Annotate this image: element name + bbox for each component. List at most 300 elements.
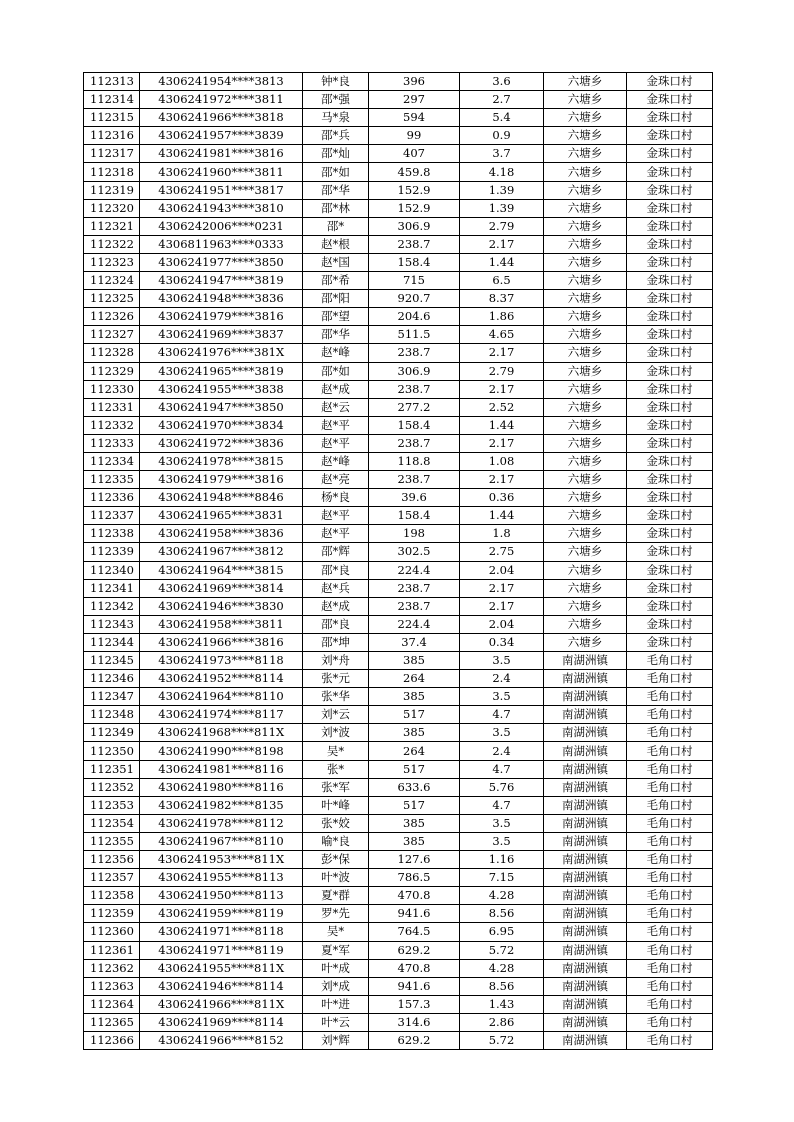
name-cell: 赵*成 xyxy=(303,597,369,615)
township-cell: 南湖洲镇 xyxy=(544,796,627,814)
table-row xyxy=(84,941,713,959)
serial-no-cell: 112329 xyxy=(84,362,140,380)
township-cell: 六塘乡 xyxy=(544,471,627,489)
village-cell: 毛角口村 xyxy=(627,905,713,923)
serial-no-cell: 112361 xyxy=(84,941,140,959)
table-row xyxy=(84,489,713,507)
village-cell: 毛角口村 xyxy=(627,778,713,796)
table-row xyxy=(84,579,713,597)
amount-cell: 594 xyxy=(369,109,460,127)
table-row xyxy=(84,760,713,778)
township-cell: 南湖洲镇 xyxy=(544,652,627,670)
amount-cell: 152.9 xyxy=(369,199,460,217)
table-row xyxy=(84,507,713,525)
value-cell: 5.72 xyxy=(460,1031,544,1049)
amount-cell: 157.3 xyxy=(369,995,460,1013)
township-cell: 六塘乡 xyxy=(544,380,627,398)
serial-no-cell: 112333 xyxy=(84,434,140,452)
id-number-cell: 4306811963****0333 xyxy=(140,235,303,253)
table-row xyxy=(84,633,713,651)
village-cell: 金珠口村 xyxy=(627,181,713,199)
serial-no-cell: 112363 xyxy=(84,977,140,995)
township-cell: 南湖洲镇 xyxy=(544,670,627,688)
name-cell: 邵*坤 xyxy=(303,633,369,651)
name-cell: 叶*成 xyxy=(303,959,369,977)
id-number-cell: 4306241967****3812 xyxy=(140,543,303,561)
township-cell: 南湖洲镇 xyxy=(544,941,627,959)
township-cell: 六塘乡 xyxy=(544,597,627,615)
value-cell: 5.72 xyxy=(460,941,544,959)
amount-cell: 158.4 xyxy=(369,416,460,434)
amount-cell: 277.2 xyxy=(369,398,460,416)
township-cell: 六塘乡 xyxy=(544,561,627,579)
table-row xyxy=(84,724,713,742)
name-cell: 赵*峰 xyxy=(303,452,369,470)
table-row xyxy=(84,217,713,235)
serial-no-cell: 112331 xyxy=(84,398,140,416)
id-number-cell: 4306241955****811X xyxy=(140,959,303,977)
serial-no-cell: 112365 xyxy=(84,1013,140,1031)
amount-cell: 941.6 xyxy=(369,905,460,923)
village-cell: 金珠口村 xyxy=(627,290,713,308)
serial-no-cell: 112338 xyxy=(84,525,140,543)
village-cell: 金珠口村 xyxy=(627,91,713,109)
name-cell: 张* xyxy=(303,760,369,778)
id-number-cell: 4306241972****3836 xyxy=(140,434,303,452)
id-number-cell: 4306241981****8116 xyxy=(140,760,303,778)
table-row xyxy=(84,308,713,326)
name-cell: 邵*灿 xyxy=(303,145,369,163)
table-row xyxy=(84,362,713,380)
amount-cell: 198 xyxy=(369,525,460,543)
value-cell: 1.44 xyxy=(460,507,544,525)
village-cell: 金珠口村 xyxy=(627,452,713,470)
amount-cell: 306.9 xyxy=(369,362,460,380)
serial-no-cell: 112346 xyxy=(84,670,140,688)
table-row xyxy=(84,380,713,398)
name-cell: 彭*保 xyxy=(303,851,369,869)
name-cell: 赵*平 xyxy=(303,525,369,543)
serial-no-cell: 112332 xyxy=(84,416,140,434)
village-cell: 金珠口村 xyxy=(627,380,713,398)
value-cell: 1.44 xyxy=(460,416,544,434)
amount-cell: 264 xyxy=(369,670,460,688)
table-row xyxy=(84,290,713,308)
village-cell: 毛角口村 xyxy=(627,923,713,941)
value-cell: 2.17 xyxy=(460,434,544,452)
township-cell: 南湖洲镇 xyxy=(544,1031,627,1049)
township-cell: 六塘乡 xyxy=(544,579,627,597)
id-number-cell: 4306241979****3816 xyxy=(140,471,303,489)
township-cell: 南湖洲镇 xyxy=(544,923,627,941)
village-cell: 金珠口村 xyxy=(627,362,713,380)
township-cell: 南湖洲镇 xyxy=(544,887,627,905)
id-number-cell: 4306241958****3811 xyxy=(140,615,303,633)
village-cell: 金珠口村 xyxy=(627,344,713,362)
name-cell: 邵*强 xyxy=(303,91,369,109)
serial-no-cell: 112339 xyxy=(84,543,140,561)
amount-cell: 786.5 xyxy=(369,869,460,887)
serial-no-cell: 112317 xyxy=(84,145,140,163)
value-cell: 2.79 xyxy=(460,217,544,235)
village-cell: 金珠口村 xyxy=(627,308,713,326)
serial-no-cell: 112334 xyxy=(84,452,140,470)
name-cell: 邵*如 xyxy=(303,163,369,181)
amount-cell: 238.7 xyxy=(369,597,460,615)
id-number-cell: 4306241969****3837 xyxy=(140,326,303,344)
amount-cell: 264 xyxy=(369,742,460,760)
name-cell: 张*华 xyxy=(303,688,369,706)
value-cell: 0.36 xyxy=(460,489,544,507)
serial-no-cell: 112325 xyxy=(84,290,140,308)
amount-cell: 396 xyxy=(369,73,460,91)
village-cell: 金珠口村 xyxy=(627,579,713,597)
value-cell: 4.7 xyxy=(460,760,544,778)
value-cell: 5.76 xyxy=(460,778,544,796)
name-cell: 叶*进 xyxy=(303,995,369,1013)
village-cell: 金珠口村 xyxy=(627,199,713,217)
serial-no-cell: 112324 xyxy=(84,272,140,290)
village-cell: 金珠口村 xyxy=(627,326,713,344)
village-cell: 金珠口村 xyxy=(627,163,713,181)
amount-cell: 302.5 xyxy=(369,543,460,561)
value-cell: 2.4 xyxy=(460,670,544,688)
id-number-cell: 4306241966****8152 xyxy=(140,1031,303,1049)
serial-no-cell: 112364 xyxy=(84,995,140,1013)
table-row xyxy=(84,543,713,561)
serial-no-cell: 112354 xyxy=(84,814,140,832)
township-cell: 六塘乡 xyxy=(544,344,627,362)
amount-cell: 920.7 xyxy=(369,290,460,308)
value-cell: 4.65 xyxy=(460,326,544,344)
village-cell: 金珠口村 xyxy=(627,109,713,127)
value-cell: 1.43 xyxy=(460,995,544,1013)
village-cell: 毛角口村 xyxy=(627,1013,713,1031)
serial-no-cell: 112336 xyxy=(84,489,140,507)
table-row xyxy=(84,1031,713,1049)
amount-cell: 470.8 xyxy=(369,959,460,977)
value-cell: 2.17 xyxy=(460,471,544,489)
village-cell: 毛角口村 xyxy=(627,851,713,869)
table-row xyxy=(84,977,713,995)
value-cell: 8.56 xyxy=(460,977,544,995)
table-row xyxy=(84,832,713,850)
table-row xyxy=(84,1013,713,1031)
village-cell: 金珠口村 xyxy=(627,543,713,561)
serial-no-cell: 112327 xyxy=(84,326,140,344)
name-cell: 邵*希 xyxy=(303,272,369,290)
table-row xyxy=(84,778,713,796)
id-number-cell: 4306241950****8113 xyxy=(140,887,303,905)
township-cell: 六塘乡 xyxy=(544,181,627,199)
id-number-cell: 4306241959****8119 xyxy=(140,905,303,923)
village-cell: 金珠口村 xyxy=(627,615,713,633)
village-cell: 金珠口村 xyxy=(627,434,713,452)
value-cell: 3.5 xyxy=(460,814,544,832)
table-row xyxy=(84,814,713,832)
value-cell: 3.5 xyxy=(460,688,544,706)
value-cell: 4.7 xyxy=(460,796,544,814)
amount-cell: 314.6 xyxy=(369,1013,460,1031)
village-cell: 金珠口村 xyxy=(627,561,713,579)
name-cell: 邵*兵 xyxy=(303,127,369,145)
name-cell: 赵*峰 xyxy=(303,344,369,362)
amount-cell: 385 xyxy=(369,724,460,742)
amount-cell: 715 xyxy=(369,272,460,290)
value-cell: 6.5 xyxy=(460,272,544,290)
township-cell: 六塘乡 xyxy=(544,489,627,507)
table-row xyxy=(84,91,713,109)
serial-no-cell: 112342 xyxy=(84,597,140,615)
amount-cell: 37.4 xyxy=(369,633,460,651)
name-cell: 张*军 xyxy=(303,778,369,796)
name-cell: 邵*辉 xyxy=(303,543,369,561)
village-cell: 金珠口村 xyxy=(627,398,713,416)
table-row xyxy=(84,452,713,470)
id-number-cell: 4306241952****8114 xyxy=(140,670,303,688)
village-cell: 金珠口村 xyxy=(627,145,713,163)
serial-no-cell: 112351 xyxy=(84,760,140,778)
value-cell: 1.44 xyxy=(460,253,544,271)
township-cell: 六塘乡 xyxy=(544,253,627,271)
village-cell: 金珠口村 xyxy=(627,127,713,145)
serial-no-cell: 112313 xyxy=(84,73,140,91)
id-number-cell: 4306241978****8112 xyxy=(140,814,303,832)
amount-cell: 238.7 xyxy=(369,579,460,597)
records-table-body xyxy=(84,73,713,1050)
table-row xyxy=(84,670,713,688)
table-row xyxy=(84,326,713,344)
table-row xyxy=(84,905,713,923)
village-cell: 金珠口村 xyxy=(627,507,713,525)
township-cell: 南湖洲镇 xyxy=(544,977,627,995)
id-number-cell: 4306241951****3817 xyxy=(140,181,303,199)
id-number-cell: 4306241970****3834 xyxy=(140,416,303,434)
village-cell: 毛角口村 xyxy=(627,832,713,850)
name-cell: 邵*阳 xyxy=(303,290,369,308)
table-row xyxy=(84,181,713,199)
id-number-cell: 4306241967****8110 xyxy=(140,832,303,850)
amount-cell: 204.6 xyxy=(369,308,460,326)
table-row xyxy=(84,851,713,869)
id-number-cell: 4306241948****3836 xyxy=(140,290,303,308)
value-cell: 4.7 xyxy=(460,706,544,724)
township-cell: 六塘乡 xyxy=(544,199,627,217)
name-cell: 叶*波 xyxy=(303,869,369,887)
amount-cell: 152.9 xyxy=(369,181,460,199)
value-cell: 2.17 xyxy=(460,597,544,615)
id-number-cell: 4306241971****8118 xyxy=(140,923,303,941)
id-number-cell: 4306241966****811X xyxy=(140,995,303,1013)
table-row xyxy=(84,163,713,181)
serial-no-cell: 112353 xyxy=(84,796,140,814)
id-number-cell: 4306241973****8118 xyxy=(140,652,303,670)
amount-cell: 385 xyxy=(369,652,460,670)
serial-no-cell: 112349 xyxy=(84,724,140,742)
id-number-cell: 4306241954****3813 xyxy=(140,73,303,91)
township-cell: 南湖洲镇 xyxy=(544,688,627,706)
village-cell: 毛角口村 xyxy=(627,1031,713,1049)
value-cell: 2.75 xyxy=(460,543,544,561)
village-cell: 毛角口村 xyxy=(627,670,713,688)
table-row xyxy=(84,706,713,724)
village-cell: 金珠口村 xyxy=(627,416,713,434)
amount-cell: 470.8 xyxy=(369,887,460,905)
name-cell: 刘*辉 xyxy=(303,1031,369,1049)
value-cell: 0.9 xyxy=(460,127,544,145)
village-cell: 毛角口村 xyxy=(627,706,713,724)
table-row xyxy=(84,109,713,127)
id-number-cell: 4306241958****3836 xyxy=(140,525,303,543)
id-number-cell: 4306241968****811X xyxy=(140,724,303,742)
serial-no-cell: 112350 xyxy=(84,742,140,760)
township-cell: 南湖洲镇 xyxy=(544,706,627,724)
serial-no-cell: 112316 xyxy=(84,127,140,145)
serial-no-cell: 112344 xyxy=(84,633,140,651)
id-number-cell: 4306241977****3850 xyxy=(140,253,303,271)
township-cell: 六塘乡 xyxy=(544,290,627,308)
value-cell: 6.95 xyxy=(460,923,544,941)
amount-cell: 517 xyxy=(369,706,460,724)
township-cell: 六塘乡 xyxy=(544,109,627,127)
name-cell: 刘*成 xyxy=(303,977,369,995)
serial-no-cell: 112341 xyxy=(84,579,140,597)
table-row xyxy=(84,73,713,91)
value-cell: 2.17 xyxy=(460,579,544,597)
serial-no-cell: 112323 xyxy=(84,253,140,271)
id-number-cell: 4306241972****3811 xyxy=(140,91,303,109)
serial-no-cell: 112359 xyxy=(84,905,140,923)
township-cell: 南湖洲镇 xyxy=(544,869,627,887)
value-cell: 2.17 xyxy=(460,380,544,398)
township-cell: 六塘乡 xyxy=(544,525,627,543)
table-row xyxy=(84,145,713,163)
value-cell: 1.86 xyxy=(460,308,544,326)
id-number-cell: 4306241966****3818 xyxy=(140,109,303,127)
value-cell: 3.5 xyxy=(460,652,544,670)
township-cell: 南湖洲镇 xyxy=(544,959,627,977)
village-cell: 金珠口村 xyxy=(627,489,713,507)
serial-no-cell: 112318 xyxy=(84,163,140,181)
township-cell: 六塘乡 xyxy=(544,434,627,452)
value-cell: 4.28 xyxy=(460,959,544,977)
value-cell: 1.16 xyxy=(460,851,544,869)
value-cell: 1.39 xyxy=(460,181,544,199)
id-number-cell: 4306241960****3811 xyxy=(140,163,303,181)
value-cell: 1.8 xyxy=(460,525,544,543)
serial-no-cell: 112319 xyxy=(84,181,140,199)
table-row xyxy=(84,597,713,615)
village-cell: 金珠口村 xyxy=(627,633,713,651)
table-row xyxy=(84,471,713,489)
serial-no-cell: 112337 xyxy=(84,507,140,525)
table-row xyxy=(84,688,713,706)
township-cell: 六塘乡 xyxy=(544,91,627,109)
serial-no-cell: 112347 xyxy=(84,688,140,706)
table-row xyxy=(84,253,713,271)
amount-cell: 385 xyxy=(369,814,460,832)
table-row xyxy=(84,887,713,905)
serial-no-cell: 112345 xyxy=(84,652,140,670)
id-number-cell: 4306241964****8110 xyxy=(140,688,303,706)
township-cell: 六塘乡 xyxy=(544,543,627,561)
value-cell: 2.4 xyxy=(460,742,544,760)
amount-cell: 297 xyxy=(369,91,460,109)
name-cell: 赵*云 xyxy=(303,398,369,416)
records-table xyxy=(83,72,713,1050)
amount-cell: 158.4 xyxy=(369,253,460,271)
township-cell: 南湖洲镇 xyxy=(544,742,627,760)
township-cell: 六塘乡 xyxy=(544,507,627,525)
village-cell: 毛角口村 xyxy=(627,652,713,670)
serial-no-cell: 112352 xyxy=(84,778,140,796)
name-cell: 喻*良 xyxy=(303,832,369,850)
township-cell: 六塘乡 xyxy=(544,452,627,470)
id-number-cell: 4306241974****8117 xyxy=(140,706,303,724)
serial-no-cell: 112330 xyxy=(84,380,140,398)
amount-cell: 158.4 xyxy=(369,507,460,525)
id-number-cell: 4306241946****3830 xyxy=(140,597,303,615)
amount-cell: 764.5 xyxy=(369,923,460,941)
serial-no-cell: 112348 xyxy=(84,706,140,724)
id-number-cell: 4306241965****3819 xyxy=(140,362,303,380)
table-row xyxy=(84,199,713,217)
name-cell: 刘*云 xyxy=(303,706,369,724)
township-cell: 六塘乡 xyxy=(544,272,627,290)
amount-cell: 629.2 xyxy=(369,1031,460,1049)
id-number-cell: 4306241981****3816 xyxy=(140,145,303,163)
id-number-cell: 4306241979****3816 xyxy=(140,308,303,326)
serial-no-cell: 112343 xyxy=(84,615,140,633)
id-number-cell: 4306241980****8116 xyxy=(140,778,303,796)
name-cell: 刘*波 xyxy=(303,724,369,742)
township-cell: 南湖洲镇 xyxy=(544,851,627,869)
value-cell: 7.15 xyxy=(460,869,544,887)
name-cell: 吴* xyxy=(303,742,369,760)
village-cell: 金珠口村 xyxy=(627,217,713,235)
name-cell: 赵*国 xyxy=(303,253,369,271)
id-number-cell: 4306241964****3815 xyxy=(140,561,303,579)
serial-no-cell: 112356 xyxy=(84,851,140,869)
village-cell: 金珠口村 xyxy=(627,471,713,489)
village-cell: 毛角口村 xyxy=(627,724,713,742)
amount-cell: 633.6 xyxy=(369,778,460,796)
township-cell: 六塘乡 xyxy=(544,235,627,253)
township-cell: 南湖洲镇 xyxy=(544,995,627,1013)
township-cell: 六塘乡 xyxy=(544,633,627,651)
name-cell: 赵*成 xyxy=(303,380,369,398)
name-cell: 叶*云 xyxy=(303,1013,369,1031)
amount-cell: 629.2 xyxy=(369,941,460,959)
township-cell: 六塘乡 xyxy=(544,73,627,91)
township-cell: 南湖洲镇 xyxy=(544,832,627,850)
township-cell: 六塘乡 xyxy=(544,416,627,434)
village-cell: 毛角口村 xyxy=(627,959,713,977)
id-number-cell: 4306241953****811X xyxy=(140,851,303,869)
serial-no-cell: 112321 xyxy=(84,217,140,235)
value-cell: 2.04 xyxy=(460,561,544,579)
id-number-cell: 4306241969****8114 xyxy=(140,1013,303,1031)
township-cell: 六塘乡 xyxy=(544,615,627,633)
id-number-cell: 4306242006****0231 xyxy=(140,217,303,235)
amount-cell: 407 xyxy=(369,145,460,163)
name-cell: 邵*华 xyxy=(303,181,369,199)
id-number-cell: 4306241966****3816 xyxy=(140,633,303,651)
name-cell: 张*元 xyxy=(303,670,369,688)
table-row xyxy=(84,344,713,362)
value-cell: 4.18 xyxy=(460,163,544,181)
name-cell: 邵*良 xyxy=(303,561,369,579)
